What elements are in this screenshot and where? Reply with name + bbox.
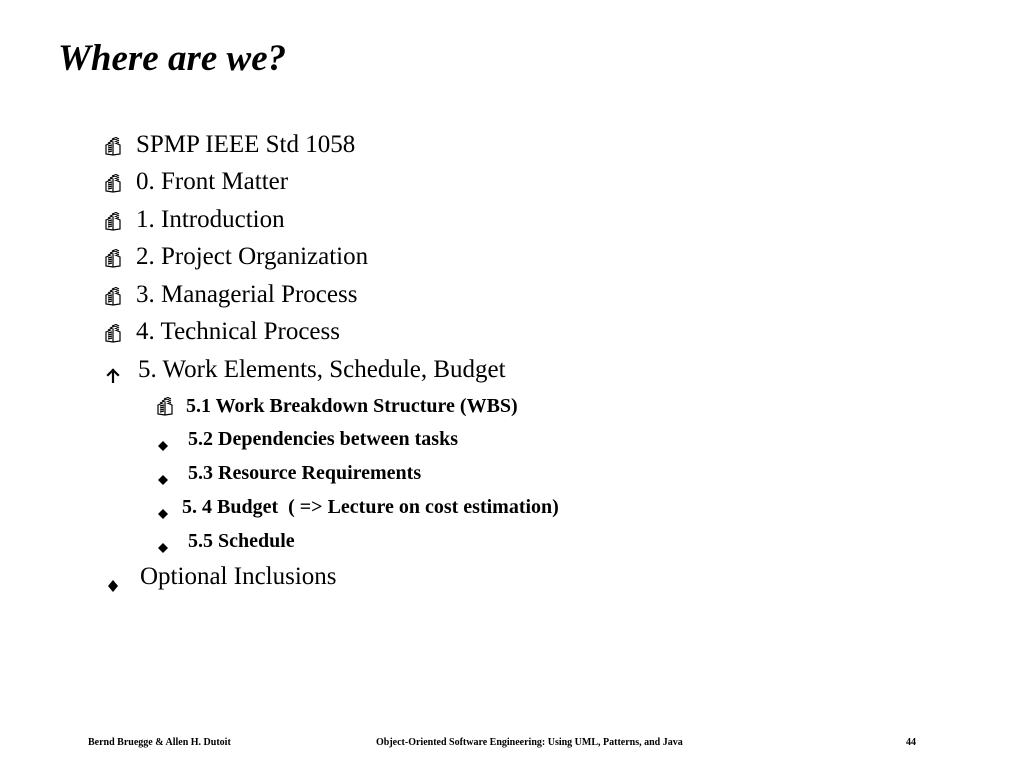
sub-list-item [156,460,421,486]
footer-book-title: Object-Oriented Software Engineering: Using UML, Patterns, and Java [376,737,683,748]
list-item [104,129,355,161]
diamond-bullet-icon [158,468,168,478]
diamond-bullet-icon [108,571,118,583]
sub-list-item-label: 5.3 Resource Requirements [188,461,422,484]
list-item-label: 1. Introduction [136,206,285,233]
sub-list-item-label: 5.5 Schedule [188,529,295,552]
list-item-label: 4. Technical Process [136,318,340,345]
list-item-label: 5. Work Elements, Schedule, Budget [138,356,506,383]
diamond-bullet-icon [158,502,168,512]
diamond-bullet-icon [158,536,168,546]
footer-page-number: 44 [906,737,916,748]
arrow-up-icon [106,362,120,378]
diamond-bullet-icon [158,434,168,444]
footer-authors: Bernd Bruegge & Allen H. Dutoit [88,737,231,748]
sub-list-item [156,393,518,419]
sub-list-item [156,426,458,452]
list-item-label: 3. Managerial Process [136,281,358,308]
slide-title: Where are we? [58,38,287,79]
sub-list-item [156,528,295,554]
book-stack-icon [104,247,122,267]
sub-list-item-label: 5.1 Work Breakdown Structure (WBS) [186,394,518,417]
book-stack-icon [104,210,122,230]
sub-list-item-label: 5.2 Dependencies between tasks [188,427,458,450]
sub-list-item-label: 5. 4 Budget ( => Lecture on cost estimation) [182,495,559,518]
list-item [104,204,285,236]
list-item [104,561,337,593]
list-item-label: 0. Front Matter [136,168,289,195]
book-stack-icon [104,285,122,305]
sub-list-item [156,494,559,520]
list-item [104,316,340,348]
list-item-label: SPMP IEEE Std 1058 [136,131,356,158]
list-item [104,166,288,198]
book-stack-icon [104,172,122,192]
list-item-label: 2. Project Organization [136,243,369,270]
book-stack-icon [104,322,122,342]
list-item [104,279,357,311]
list-item [104,354,506,386]
book-stack-icon [104,135,122,155]
list-item-label: Optional Inclusions [140,563,337,590]
list-item [104,241,368,273]
book-stack-icon [156,396,174,416]
